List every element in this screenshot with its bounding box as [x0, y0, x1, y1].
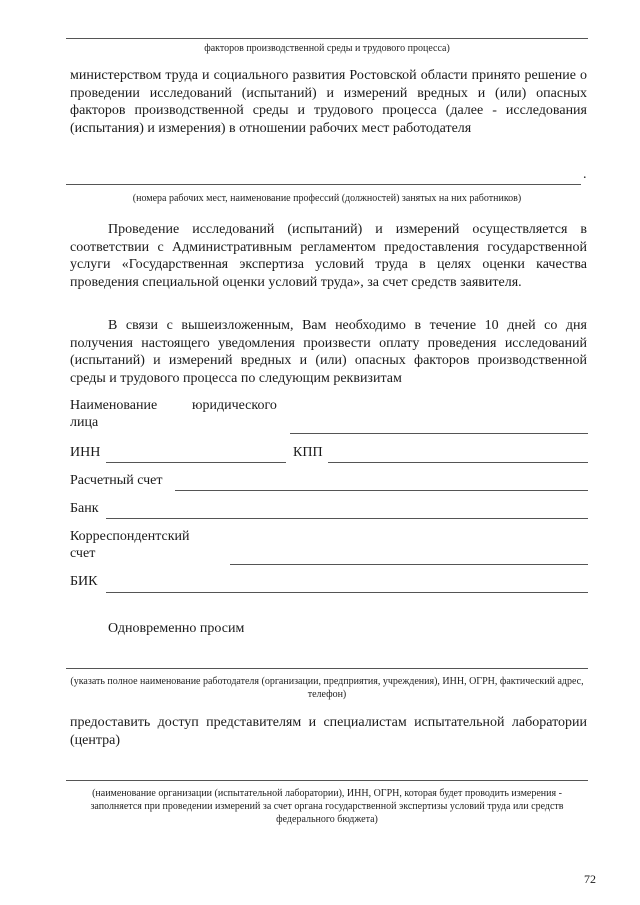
workplaces-caption: (номера рабочих мест, наименование профессий (должностей) занятых на них работников): [132, 193, 522, 204]
request-text: Одновременно просим: [108, 621, 245, 636]
employer-field[interactable]: [66, 668, 588, 669]
header-caption: факторов производственной среды и трудового процесса): [204, 43, 450, 54]
bik-label: БИК: [70, 574, 98, 589]
intro-paragraph: министерством труда и социального развития Ростовской области принято решение о проведении исследований (испытаний) и измерений вредных и (или) опасных факторов производственной среды и трудового процесса (далее - исследования (испытания) и измерения) в отношении рабочих мест работодателя: [70, 68, 587, 136]
legal-name-label-2: юридического: [192, 398, 277, 413]
bik-field[interactable]: [106, 592, 588, 593]
corr-account-field[interactable]: [230, 564, 588, 565]
inn-field[interactable]: [106, 462, 286, 463]
legal-name-field[interactable]: [290, 433, 588, 434]
legal-name-label-3: лица: [70, 415, 99, 430]
access-paragraph: предоставить доступ представителям и специалистам испытательной лаборатории (центра): [70, 715, 587, 748]
regulation-paragraph: Проведение исследований (испытаний) и измерений осуществляется в соответствии с Административным регламентом предоставления государственной услуги «Государственная экспертиза условий труда в целях оценки качества проведения специальной оценки условий труда», за счет средств заявителя.: [70, 222, 587, 290]
employer-caption: (указать полное наименование работодателя (организации, предприятия, учреждения), ИНН, ОГРН, фактический адрес, телефон): [70, 676, 584, 700]
account-field[interactable]: [175, 490, 588, 491]
laboratory-field[interactable]: [66, 780, 588, 781]
kpp-field[interactable]: [328, 462, 588, 463]
corr-account-label-1: Корреспондентский: [70, 529, 190, 544]
kpp-label: КПП: [293, 445, 323, 460]
workplaces-field[interactable]: [66, 184, 581, 185]
legal-name-label-1: Наименование: [70, 398, 158, 413]
bank-label: Банк: [70, 501, 99, 516]
inn-label: ИНН: [70, 445, 101, 460]
corr-account-label-2: счет: [70, 546, 96, 561]
payment-paragraph: В связи с вышеизложенным, Вам необходимо в течение 10 дней со дня получения настоящего уведомления произвести оплату проведения исследований (испытаний) и измерений вредных и (или) опасных факторов производственной среды и трудового процесса по следующим реквизитам: [70, 318, 587, 386]
account-label: Расчетный счет: [70, 473, 163, 488]
header-rule: [66, 38, 588, 39]
trailing-dot: .: [583, 167, 587, 182]
laboratory-caption: (наименование организации (испытательной лаборатории), ИНН, ОГРН, которая будет проводить измерения - заполняется при проведении измерений за счет органа государственной экспертизы условий труда или средств федерального бюджета): [90, 788, 564, 825]
page-number: 72: [584, 872, 596, 886]
bank-field[interactable]: [106, 518, 588, 519]
